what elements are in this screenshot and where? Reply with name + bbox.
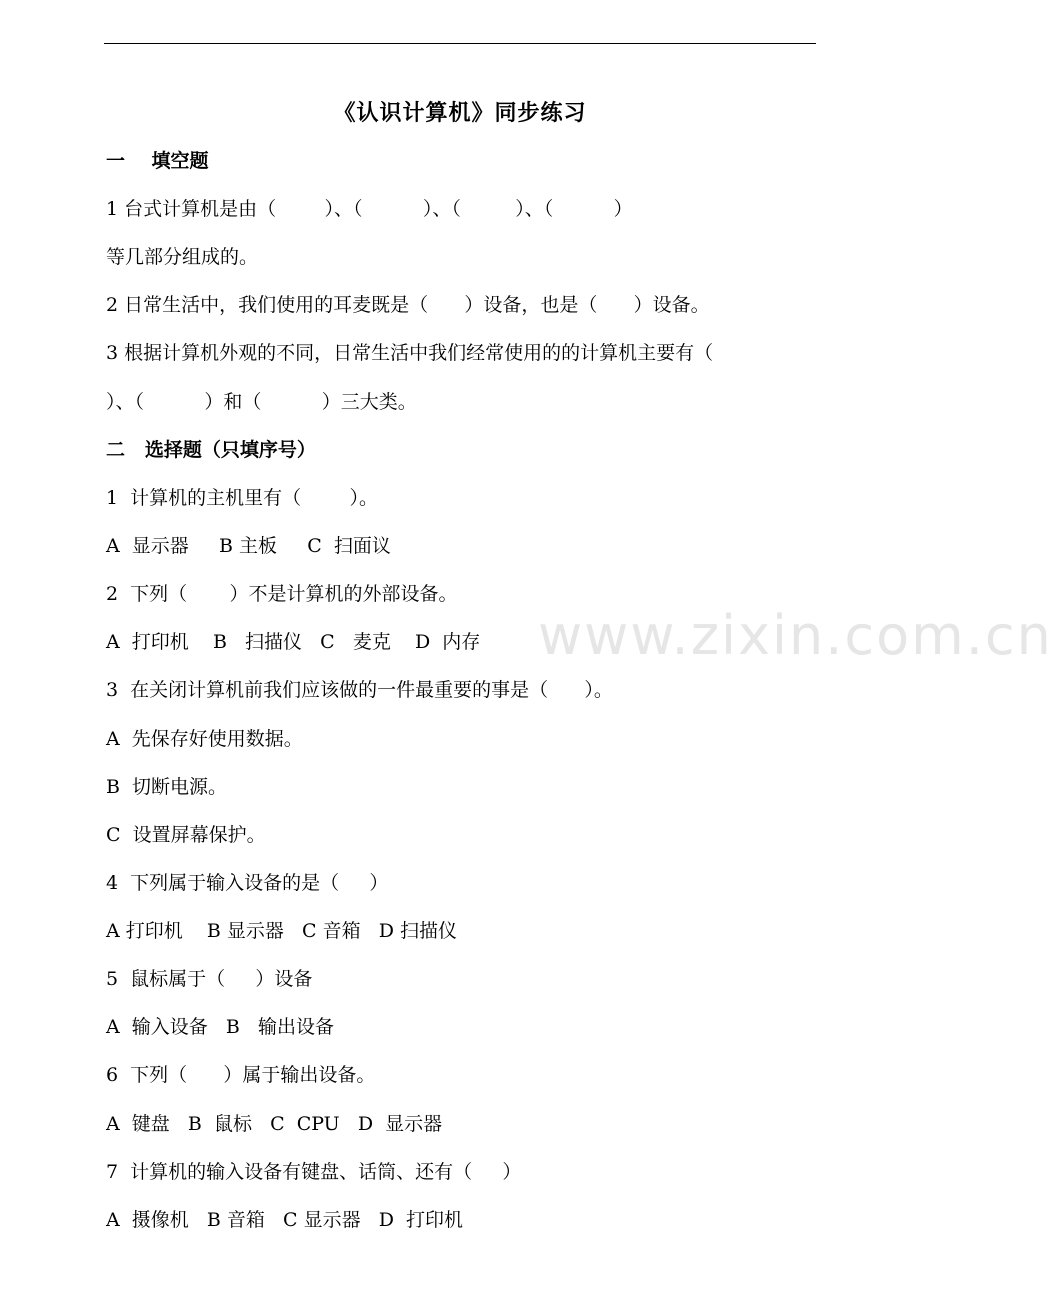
fill-question-line: ）、（ ）和（ ）三大类。 xyxy=(106,391,417,413)
choice-options: A 打印机 B 扫描仪 C 麦克 D 内存 xyxy=(106,631,481,653)
choice-option: B 切断电源。 xyxy=(106,776,228,798)
fill-question-line: 1 台式计算机是由（ ）、（ ）、（ ）、（ ） xyxy=(106,198,633,220)
choice-options: A 键盘 B 鼠标 C CPU D 显示器 xyxy=(106,1113,443,1135)
fill-question-line: 3 根据计算机外观的不同，日常生活中我们经常使用的的计算机主要有（ xyxy=(106,342,714,364)
choice-option: A 先保存好使用数据。 xyxy=(106,728,303,750)
section-heading-choice: 二 选择题（只填序号） xyxy=(106,439,316,461)
choice-question: 1 计算机的主机里有（ ）。 xyxy=(106,487,378,509)
header-rule xyxy=(104,43,816,44)
section-heading-fill: 一 填空题 xyxy=(106,150,209,172)
document-title: 《认识计算机》同步练习 xyxy=(333,101,587,126)
fill-question-line: 2 日常生活中，我们使用的耳麦既是（ ）设备，也是（ ）设备。 xyxy=(106,294,710,316)
choice-question: 6 下列（ ）属于输出设备。 xyxy=(106,1064,376,1086)
choice-option: C 设置屏幕保护。 xyxy=(106,824,266,846)
choice-options: A 摄像机 B 音箱 C 显示器 D 打印机 xyxy=(106,1209,464,1231)
choice-question: 5 鼠标属于（ ）设备 xyxy=(106,968,313,990)
choice-options: A 输入设备 B 输出设备 xyxy=(106,1016,335,1038)
choice-question: 2 下列（ ）不是计算机的外部设备。 xyxy=(106,583,458,605)
choice-question: 4 下列属于输入设备的是（ ） xyxy=(106,872,389,894)
choice-question: 7 计算机的输入设备有键盘、话筒、还有（ ） xyxy=(106,1161,522,1183)
choice-options: A 打印机 B 显示器 C 音箱 D 扫描仪 xyxy=(106,920,458,942)
watermark: www.zixin.com.cn xyxy=(538,604,1053,667)
choice-question: 3 在关闭计算机前我们应该做的一件最重要的事是（ ）。 xyxy=(106,679,613,701)
choice-options: A 显示器 B 主板 C 扫面议 xyxy=(106,535,391,557)
fill-question-line: 等几部分组成的。 xyxy=(106,246,259,268)
